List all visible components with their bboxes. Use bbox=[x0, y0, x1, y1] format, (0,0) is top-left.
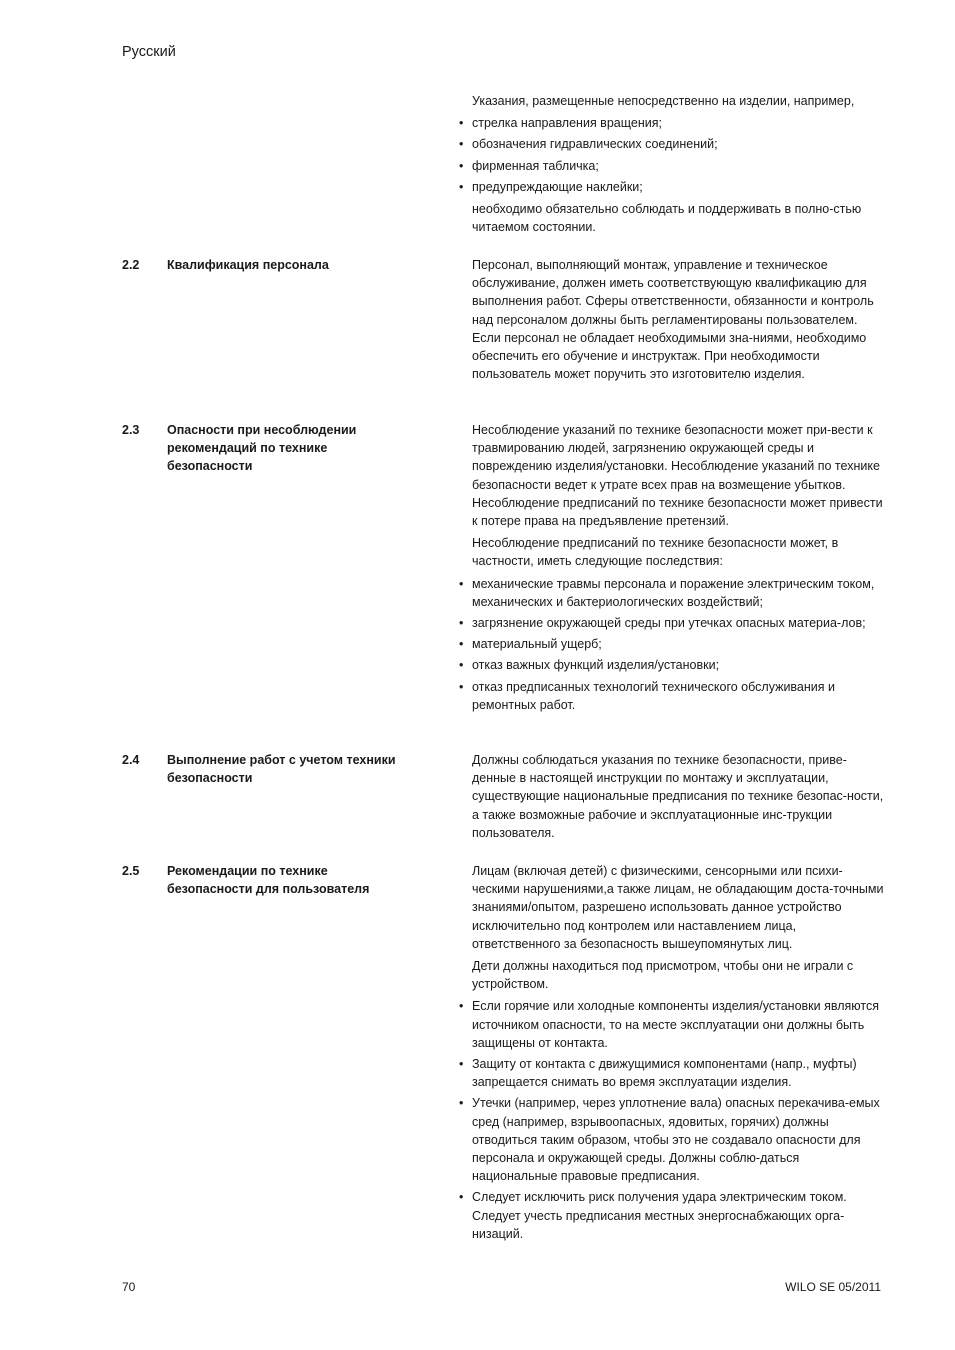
list-item: • предупреждающие наклейки; bbox=[472, 178, 884, 196]
paragraph: Должны соблюдаться указания по технике безопасности, приве-денные в настоящей инструкции по монтажу и эксплуатации, существующие национальные предписания по технике безопас-ности, а также возможные рабочие и эксплуатационные инс-трукции пользователя. bbox=[472, 753, 884, 840]
list-item: • Утечки (например, через уплотнение вала) опасных перекачива-емых сред (например, взрывоопасных, ядовитых, горячих) должны отводиться таким образом, чтобы это не создавало опасности для персонала и окружающей среды. Должны соблю-даться национальные правовые предписания. bbox=[472, 1094, 884, 1185]
list-item: • загрязнение окружающей среды при утечках опасных материа-лов; bbox=[472, 614, 884, 632]
section-body bbox=[472, 256, 884, 387]
section-body bbox=[472, 751, 884, 846]
list-item: • отказ предписанных технологий технического обслуживания и ремонтных работ. bbox=[472, 678, 884, 714]
recommendations-list bbox=[472, 997, 884, 1243]
section-body bbox=[472, 862, 884, 1247]
paragraph: Лицам (включая детей) с физическими, сенсорными или психи-ческими нарушениями,а также лицам, не обладающим доста-точными знаниями/опытом, разрешено использовать данное устройство исключительно под контролем или наставлением лица, ответственного за безопасность вышеупомянутых лиц. bbox=[472, 864, 884, 951]
intro-lead: Указания, размещенные непосредственно на изделии, например, bbox=[472, 94, 855, 108]
section-number: 2.3 bbox=[122, 423, 140, 437]
paragraph: Персонал, выполняющий монтаж, управление и техническое обслуживание, должен иметь соответствующую квалификацию для выполнения работ. Сферы ответственности, обязанности и контроль над персоналом должны быть регламентированы пользователем. Если персонал не обладает необходимыми зна-ниями, необходимо обеспечить его обучение и инструктаж. При необходимости пользователь может поручить это изготовителю изделия. bbox=[472, 258, 874, 382]
section-number: 2.4 bbox=[122, 753, 140, 767]
consequences-list bbox=[472, 575, 884, 714]
page-number: 70 bbox=[122, 1280, 136, 1294]
section-body bbox=[472, 421, 884, 718]
section-title: Выполнение работ с учетом техники безопасности bbox=[167, 753, 396, 786]
section-title: Рекомендации по технике безопасности для пользователя bbox=[167, 864, 370, 897]
list-item: • Защиту от контакта с движущимися компонентами (напр., муфты) запрещается снимать во время эксплуатации изделия. bbox=[472, 1055, 884, 1091]
section-number: 2.5 bbox=[122, 864, 140, 878]
paragraph: Дети должны находиться под присмотром, чтобы они не играли с устройством. bbox=[472, 959, 854, 992]
list-item: • фирменная табличка; bbox=[472, 157, 884, 175]
intro-tail: необходимо обязательно соблюдать и поддерживать в полно-стью читаемом состоянии. bbox=[472, 202, 862, 235]
language-label: Русский bbox=[122, 44, 176, 60]
list-item: • обозначения гидравлических соединений; bbox=[472, 135, 884, 153]
section-number: 2.2 bbox=[122, 258, 140, 272]
paragraph: Несоблюдение указаний по технике безопасности может при-вести к травмированию людей, загрязнению окружающей среды и повреждению изделия/установки. Несоблюдение указаний по технике безопасности ведет к утрате всех прав на возмещение убытков. Несоблюдение предписаний по технике безопасности может привести к потере права на предъявление претензий. bbox=[472, 423, 883, 529]
footer-brand: WILO SE 05/2011 bbox=[785, 1280, 881, 1294]
section-title: Квалификация персонала bbox=[167, 258, 329, 272]
intro-list bbox=[472, 114, 884, 196]
list-item: • Если горячие или холодные компоненты изделия/установки являются источником опасности, то на месте эксплуатации они должны быть защищены от контакта. bbox=[472, 997, 884, 1052]
list-item: • материальный ущерб; bbox=[472, 635, 884, 653]
paragraph: Несоблюдение предписаний по технике безопасности может, в частности, иметь следующие последствия: bbox=[472, 536, 839, 569]
section-title: Опасности при несоблюдении рекомендаций по технике безопасности bbox=[167, 423, 357, 474]
list-item: • отказ важных функций изделия/установки; bbox=[472, 656, 884, 674]
list-item: • Следует исключить риск получения удара электрическим током. Следует учесть предписания местных энергоснабжающих орга-низаций. bbox=[472, 1188, 884, 1243]
list-item: • механические травмы персонала и поражение электрическим током, механических и бактериологических воздействий; bbox=[472, 575, 884, 611]
intro-body bbox=[472, 92, 884, 240]
list-item: • стрелка направления вращения; bbox=[472, 114, 884, 132]
